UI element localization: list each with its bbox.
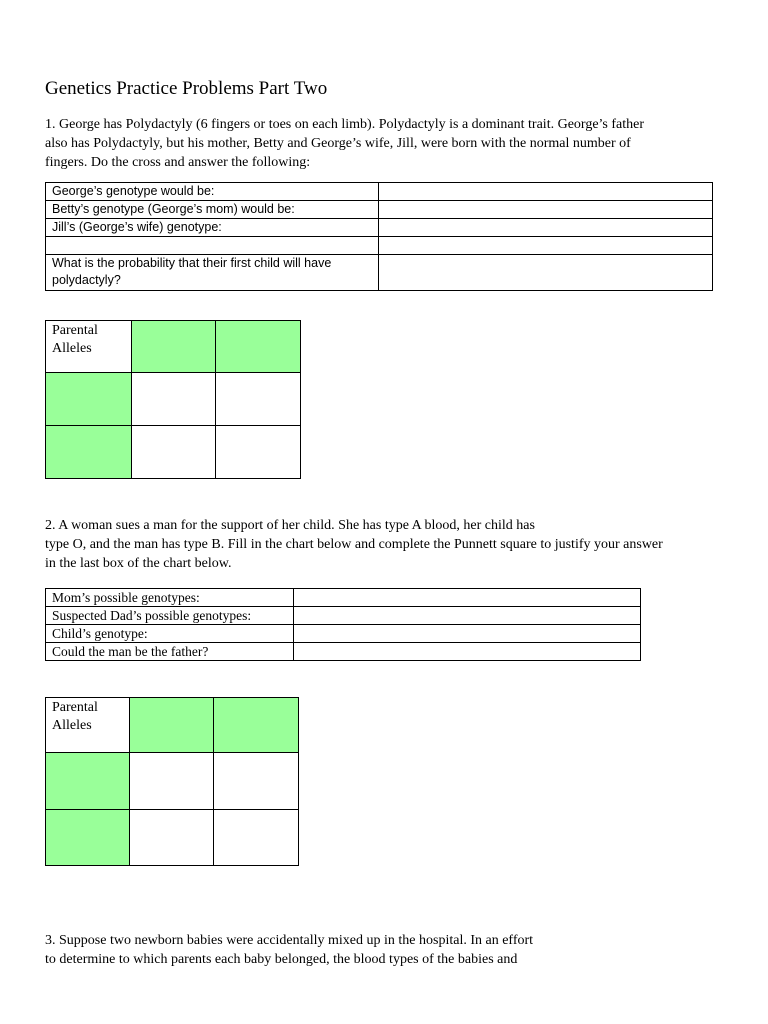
question-2-line: type O, and the man has type B. Fill in the chart below and complete the Punnett square to justify your answer: [45, 537, 663, 552]
offspring-cell[interactable]: [216, 373, 301, 426]
answer-cell[interactable]: [293, 607, 640, 625]
question-2-line: in the last box of the chart below.: [45, 556, 232, 571]
parental-alleles-label: Parental Alleles: [46, 698, 130, 753]
allele-header-cell[interactable]: [129, 698, 214, 753]
table-row: [46, 183, 713, 201]
question-3-line: to determine to which parents each baby belonged, the blood types of the babies and: [45, 952, 518, 967]
row-question[interactable]: [46, 237, 379, 255]
offspring-cell[interactable]: [216, 426, 301, 479]
offspring-cell[interactable]: [129, 753, 214, 810]
allele-header-cell[interactable]: [216, 321, 301, 373]
allele-header-cell[interactable]: [46, 426, 132, 479]
allele-header-cell[interactable]: [131, 321, 216, 373]
allele-header-cell[interactable]: [46, 373, 132, 426]
offspring-cell[interactable]: [129, 810, 214, 866]
parental-alleles-label: Parental Alleles: [46, 321, 132, 373]
answer-cell[interactable]: [378, 201, 712, 219]
answer-cell[interactable]: [293, 589, 640, 607]
offspring-cell[interactable]: [214, 810, 299, 866]
offspring-cell[interactable]: [131, 426, 216, 479]
table-row: [46, 607, 641, 625]
page-title: Genetics Practice Problems Part Two: [45, 78, 328, 99]
answer-cell[interactable]: [378, 219, 712, 237]
offspring-cell[interactable]: [214, 753, 299, 810]
question-1-text: [45, 115, 735, 172]
question-1-line: fingers. Do the cross and answer the following:: [45, 155, 311, 170]
row-question: Child’s genotype:: [46, 625, 294, 643]
row-question: Could the man be the father?: [46, 643, 294, 661]
question-2-text: [45, 516, 735, 573]
question-1-line: 1. George has Polydactyly (6 fingers or toes on each limb). Polydactyly is a dominant trait. George’s father: [45, 117, 645, 132]
table-row: [46, 201, 713, 219]
row-question: Jill’s (George’s wife) genotype:: [46, 219, 379, 237]
answer-cell[interactable]: [378, 255, 712, 291]
punnett-square-2: [45, 697, 299, 866]
row-question: Betty’s genotype (George’s mom) would be:: [46, 201, 379, 219]
table-row: [46, 237, 713, 255]
row-question: George’s genotype would be:: [46, 183, 379, 201]
punnett-square-1: [45, 320, 301, 479]
table-row: [46, 625, 641, 643]
question-3-line: 3. Suppose two newborn babies were accidentally mixed up in the hospital. In an effort: [45, 933, 534, 948]
row-question: What is the probability that their first child will have polydactyly?: [46, 255, 379, 291]
answer-cell[interactable]: [293, 643, 640, 661]
answer-cell[interactable]: [378, 183, 712, 201]
question-2-line: 2. A woman sues a man for the support of her child. She has type A blood, her child has: [45, 518, 535, 533]
answer-cell[interactable]: [378, 237, 712, 255]
table-row: [46, 589, 641, 607]
allele-header-cell[interactable]: [214, 698, 299, 753]
row-question: Suspected Dad’s possible genotypes:: [46, 607, 294, 625]
question-2-table: [45, 588, 641, 661]
row-question: Mom’s possible genotypes:: [46, 589, 294, 607]
table-row: [46, 219, 713, 237]
offspring-cell[interactable]: [131, 373, 216, 426]
allele-header-cell[interactable]: [46, 753, 130, 810]
table-row: [46, 643, 641, 661]
question-1-line: also has Polydactyly, but his mother, Betty and George’s wife, Jill, were born with the normal number of: [45, 136, 631, 151]
table-row: [46, 255, 713, 291]
answer-cell[interactable]: [293, 625, 640, 643]
allele-header-cell[interactable]: [46, 810, 130, 866]
question-3-text: [45, 931, 735, 969]
question-1-table: [45, 182, 713, 291]
